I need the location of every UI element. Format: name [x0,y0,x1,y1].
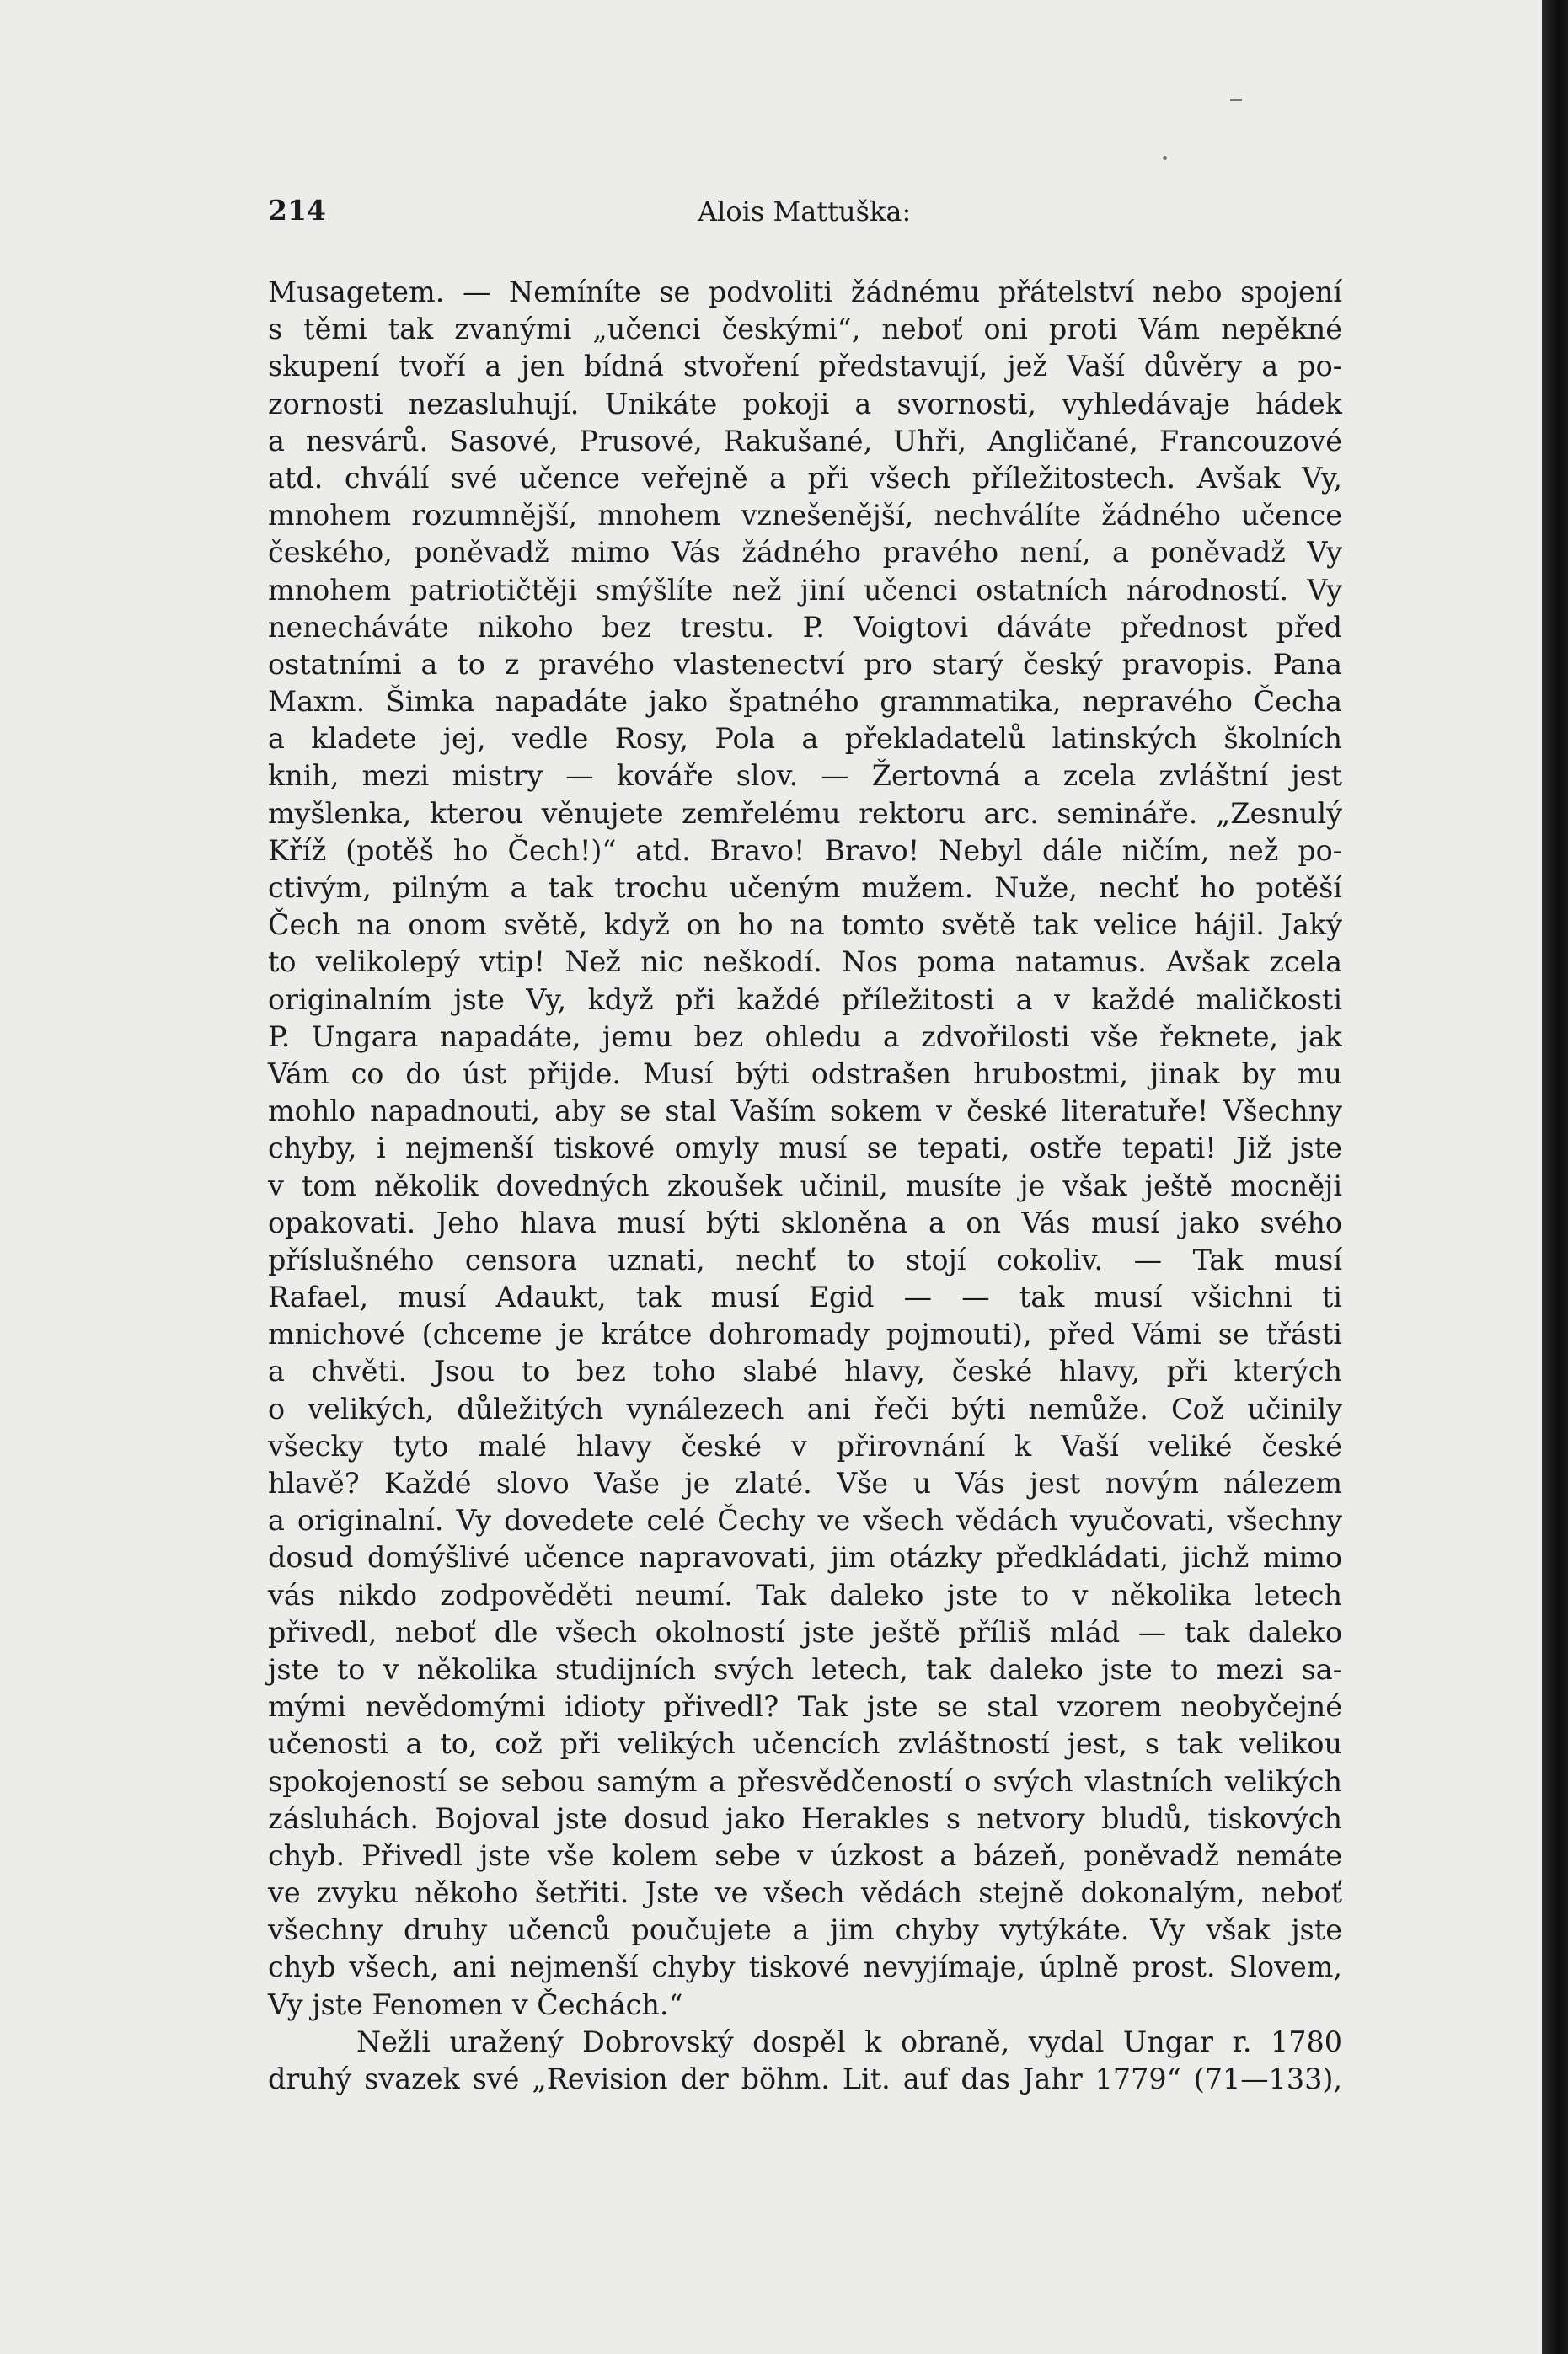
text-line: nenecháváte nikoho bez trestu. P. Voigtovi dáváte přednost před [268,610,1342,644]
text-line: ve zvyku někoho šetřiti. Jste ve všech vědách stejně dokonalým, neboť [268,1876,1342,1910]
text-line: spokojeností se sebou samým a přesvědčeností o svých vlastních velikých [268,1764,1342,1798]
text-line: zornosti nezasluhují. Unikáte pokoji a svornosti, vyhledávaje hádek [268,387,1342,420]
text-line: chyb všech, ani nejmenší chyby tiskové nevyjímaje, úplně prost. Slovem, [268,1950,1342,1984]
scan-speck [1163,156,1167,160]
text-line: ctivým, pilným a tak trochu učeným mužem. Nuže, nechť ho potěší [268,871,1342,904]
text-line: a nesvárů. Sasové, Prusové, Rakušané, Uhři, Angličané, Francouzové [268,424,1342,457]
scan-speck [1230,99,1242,101]
text-line: P. Ungara napadáte, jemu bez ohledu a zdvořilosti vše řeknete, jak [268,1019,1342,1053]
text-line: Maxm. Šimka napadáte jako špatného grammatika, nepravého Čecha [268,685,1342,719]
text-line: Musagetem. — Nemíníte se podvoliti žádnému přátelství nebo spojení [268,276,1342,308]
text-line: Čech na onom světě, když on ho na tomto světě tak velice hájil. Jaký [268,908,1342,942]
page-number: 214 [268,194,326,227]
text-line: a originalní. Vy dovedete celé Čechy ve všech vědách vyučovati, všechny [268,1504,1342,1538]
text-line: ostatními a to z pravého vlastenectví pro starý český pravopis. Pana [268,647,1342,681]
text-line: skupení tvoří a jen bídná stvoření představují, jež Vaší důvěry a po- [268,350,1342,383]
running-header [268,194,1340,236]
text-line: mnohem rozumnější, mnohem vznešenější, nechválíte žádného učence [268,499,1342,532]
text-line: Nežli uražený Dobrovský dospěl k obraně, vydal Ungar r. 1780 [356,2025,1342,2058]
text-line: chyb. Přivedl jste vše kolem sebe v úzkost a bázeň, poněvadž nemáte [268,1838,1342,1872]
text-line: knih, mezi mistry — kováře slov. — Žertovná a zcela zvláštní jest [268,759,1342,793]
text-line: originalním jste Vy, když při každé příležitosti a v každé maličkosti [268,982,1342,1016]
text-line: a kladete jej, vedle Rosy, Pola a překladatelů latinských školních [268,722,1342,756]
text-line: všechny druhy učenců poučujete a jim chyby vytýkáte. Vy však jste [268,1913,1342,1947]
text-line: a chvěti. Jsou to bez toho slabé hlavy, české hlavy, při kterých [268,1355,1342,1388]
text-line: jste to v několika studijních svých letech, tak daleko jste to mezi sa- [268,1652,1342,1686]
text-line: mnichové (chceme je krátce dohromady pojmouti), před Vámi se třásti [268,1318,1342,1351]
text-line: mými nevědomými idioty přivedl? Tak jste se stal vzorem neobyčejné [268,1690,1342,1724]
text-line: to velikolepý vtip! Než nic neškodí. Nos poma natamus. Avšak zcela [268,945,1342,979]
text-line: přivedl, neboť dle všech okolností jste ještě příliš mlád — tak daleko [268,1615,1342,1649]
text-line: mnohem patriotičtěji smýšlíte než jiní učenci ostatních národností. Vy [268,573,1342,607]
text-line: všecky tyto malé hlavy české v přirovnání k Vaší veliké české [268,1429,1342,1463]
text-line: druhý svazek své „Revision der böhm. Lit. auf das Jahr 1779“ (71—133), [268,2062,1342,2095]
text-line: myšlenka, kterou věnujete zemřelému rektoru arc. semináře. „Zesnulý [268,796,1342,830]
text-line: hlavě? Každé slovo Vaše je zlaté. Vše u Vás jest novým nálezem [268,1467,1342,1500]
text-line: zásluhách. Bojoval jste dosud jako Herakles s netvory bludů, tiskových [268,1801,1342,1835]
text-line: v tom několik dovedných zkoušek učinil, musíte je však ještě mocněji [268,1169,1342,1202]
running-title: Alois Mattuška: [698,195,912,227]
text-line: o velikých, důležitých vynálezech ani řeči býti nemůže. Což učinily [268,1392,1342,1426]
text-line: Kříž (potěš ho Čech!)“ atd. Bravo! Bravo! Nebyl dále ničím, než po- [268,833,1342,867]
text-line: mohlo napadnouti, aby se stal Vaším sokem v české literatuře! Všechny [268,1094,1342,1128]
text-line: Vy jste Fenomen v Čechách.“ [268,1988,683,2021]
text-line: českého, poněvadž mimo Vás žádného pravého není, a poněvadž Vy [268,536,1342,570]
text-line: dosud domýšlivé učence napravovati, jim otázky předkládati, jichž mimo [268,1541,1342,1575]
text-line: opakovati. Jeho hlava musí býti skloněna a on Vás musí jako svého [268,1206,1342,1239]
text-line: Vám co do úst přijde. Musí býti odstrašen hrubostmi, jinak by mu [268,1057,1342,1090]
text-line: chyby, i nejmenší tiskové omyly musí se tepati, ostře tepati! Již jste [268,1132,1342,1165]
text-line: příslušného censora uznati, nechť to stojí cokoliv. — Tak musí [268,1243,1342,1276]
text-line: atd. chválí své učence veřejně a při všech příležitostech. Avšak Vy, [268,461,1342,495]
text-body [268,274,1342,2098]
text-line: s těmi tak zvanými „učenci českými“, neboť oni proti Vám nepěkné [268,313,1342,346]
text-line: Rafael, musí Adaukt, tak musí Egid — — tak musí všichni ti [268,1281,1342,1314]
scan-edge [1542,0,1568,2354]
text-line: vás nikdo zodpověděti neumí. Tak daleko jste to v několika letech [268,1578,1342,1612]
text-line: učenosti a to, což při velikých učencích zvláštností jest, s tak velikou [268,1727,1342,1761]
